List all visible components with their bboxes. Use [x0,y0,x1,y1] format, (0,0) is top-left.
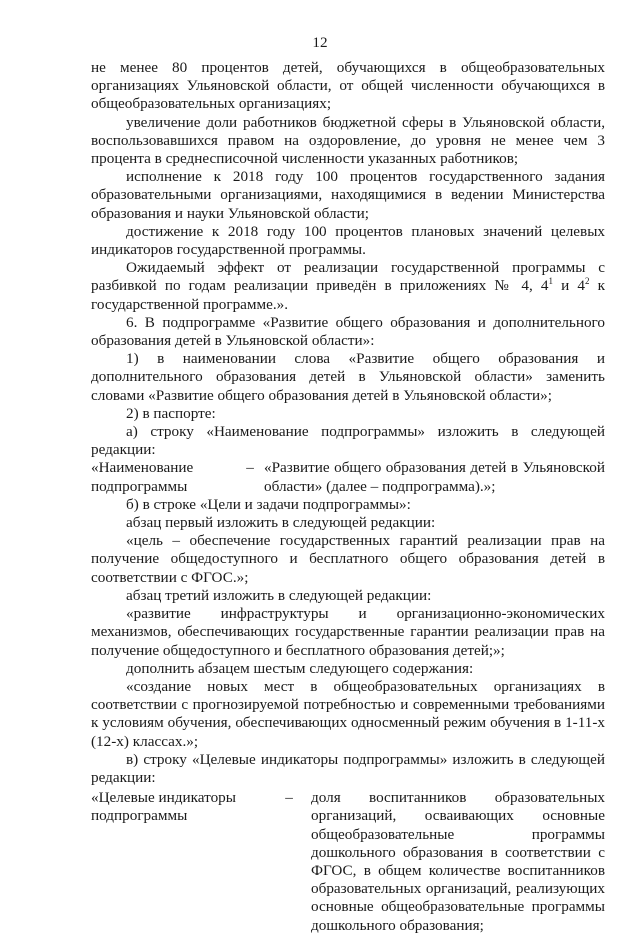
table-row-name [91,459,605,495]
paragraph-9: а) строку «Наименование подпрограммы» изложить в следующей редакции: [91,423,605,459]
superscript-1: 1 [548,276,553,287]
row-value-indicators: доля воспитанников образовательных организаций, осваивающих основные общеобразовательные программы дошкольного образования в соответствии с ФГОС, в общем количестве воспитанников образовательных организаций, реализующих основные общеобразовательные программы дошкольного образования; [311,789,605,934]
paragraph-12: абзац первый изложить в следующей редакции: [126,514,436,532]
paragraph-4: достижение к 2018 году 100 процентов плановых значений целевых индикаторов государственной программы. [91,222,605,259]
superscript-2: 2 [584,276,590,287]
paragraph-3: исполнение к 2018 году 100 процентов государственного задания образовательными организациями, находящимися в ведении Министерства образования и науки Ульяновской области; [91,168,605,222]
paragraph-16: дополнить абзацем шестым следующего содержания: [126,659,474,677]
paragraph-5-text-c: к государственной программе.». [91,277,605,313]
paragraph-11: б) в строке «Цели и задачи подпрограммы»: [126,495,411,513]
paragraph-14: абзац третий изложить в следующей редакции: [126,586,432,604]
paragraph-18: в) строку «Целевые индикаторы подпрограммы» изложить в следующей редакции: [91,750,605,786]
row-label-indicators: «Целевые индикаторы подпрограммы [91,789,236,825]
row-value-name: «Развитие общего образования детей в Ульяновской области» (далее – подпрограмма).»; [264,459,605,495]
paragraph-13: «цель – обеспечение государственных гарантий реализации прав на получение общедоступного и бесплатного общего образования детей в соответствии с ФГОС.»; [91,532,605,586]
paragraph-2: увеличение доли работников бюджетной сферы в Ульяновской области, воспользовавшихся правом на оздоровление, до уровня не менее чем 3 процента в среднесписочной численности указанных работников; [91,113,605,168]
paragraph-15: «развитие инфраструктуры и организационно-экономических механизмов, обеспечивающих государственные гарантии реализации прав на получение общедоступного и бесплатного образования детей;»; [91,605,605,659]
row-label-name: «Наименование подпрограммы [91,459,194,495]
row-dash-name: – [246,459,254,477]
row-dash-indicators: – [285,789,293,807]
paragraph-5-text-b: и 4 [552,277,585,295]
document-body [91,59,605,935]
paragraph-5 [91,259,605,314]
paragraph-6: 6. В подпрограмме «Развитие общего образования и дополнительного образования детей в Ульяновской области»: [91,313,605,350]
paragraph-17: «создание новых мест в общеобразовательных организациях в соответствии с прогнозируемой потребностью и современными требованиями к условиям обучения, обеспечивающих односменный режим обучения в 1-11-х (12-х) классах.»; [91,677,605,750]
page-number: 12 [312,34,328,51]
table-row-indicators [91,789,605,935]
paragraph-5-text-a: Ожидаемый эффект от реализации государственной программы с разбивкой по годам реализации приведён в приложениях № 4, 4 [91,259,605,295]
paragraph-8: 2) в паспорте: [126,404,216,422]
paragraph-1: не менее 80 процентов детей, обучающихся в общеобразовательных организациях Ульяновской области, от общей численности обучающихся в общеобразовательных организациях; [91,59,605,113]
paragraph-7: 1) в наименовании слова «Развитие общего образования и дополнительного образования детей в Ульяновской области» заменить словами «Развитие общего образования детей в Ульяновской области»; [91,350,605,404]
